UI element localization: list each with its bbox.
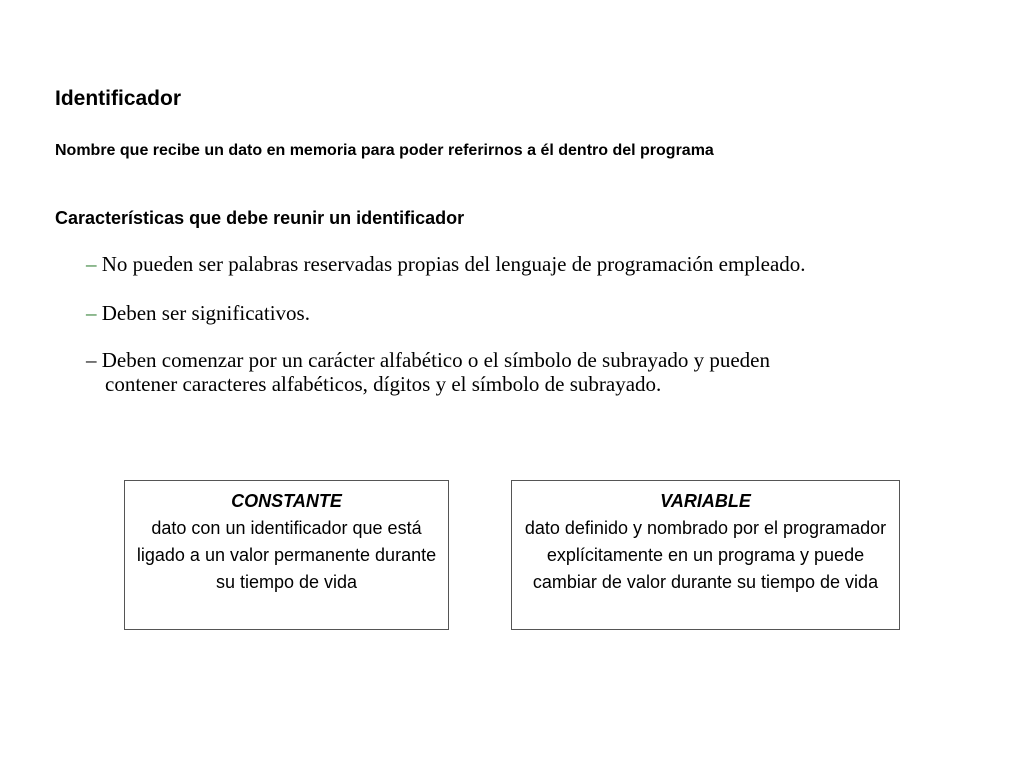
bullet-item-reserved-words: [86, 252, 806, 276]
variable-description: dato definido y nombrado por el programador explícitamente en un programa y puede cambiar de valor durante su tiempo de vida: [524, 518, 887, 592]
bullet-dash: –: [86, 348, 97, 372]
slide-title: Identificador: [55, 87, 182, 110]
constante-definition-box: [124, 480, 449, 630]
bullet-text: Deben ser significativos.: [101, 301, 310, 325]
section-heading: Características que debe reunir un identificador: [55, 208, 465, 228]
bullet-text-line-1: Deben comenzar por un carácter alfabético o el símbolo de subrayado y pueden: [101, 348, 770, 372]
bullet-dash: –: [86, 252, 97, 276]
constante-title: CONSTANTE: [231, 491, 342, 511]
bullet-text: No pueden ser palabras reservadas propias del lenguaje de programación empleado.: [101, 252, 806, 276]
variable-title: VARIABLE: [660, 491, 751, 511]
bullet-text-line-2: contener caracteres alfabéticos, dígitos y el símbolo de subrayado.: [105, 372, 662, 396]
bullet-dash: –: [86, 301, 97, 325]
variable-definition-box: [511, 480, 900, 630]
bullet-item-start-character: [86, 348, 770, 396]
constante-description: dato con un identificador que está ligado a un valor permanente durante su tiempo de vida: [136, 518, 437, 592]
bullet-item-meaningful: [86, 301, 310, 325]
slide-subtitle: Nombre que recibe un dato en memoria para poder referirnos a él dentro del programa: [55, 142, 714, 159]
